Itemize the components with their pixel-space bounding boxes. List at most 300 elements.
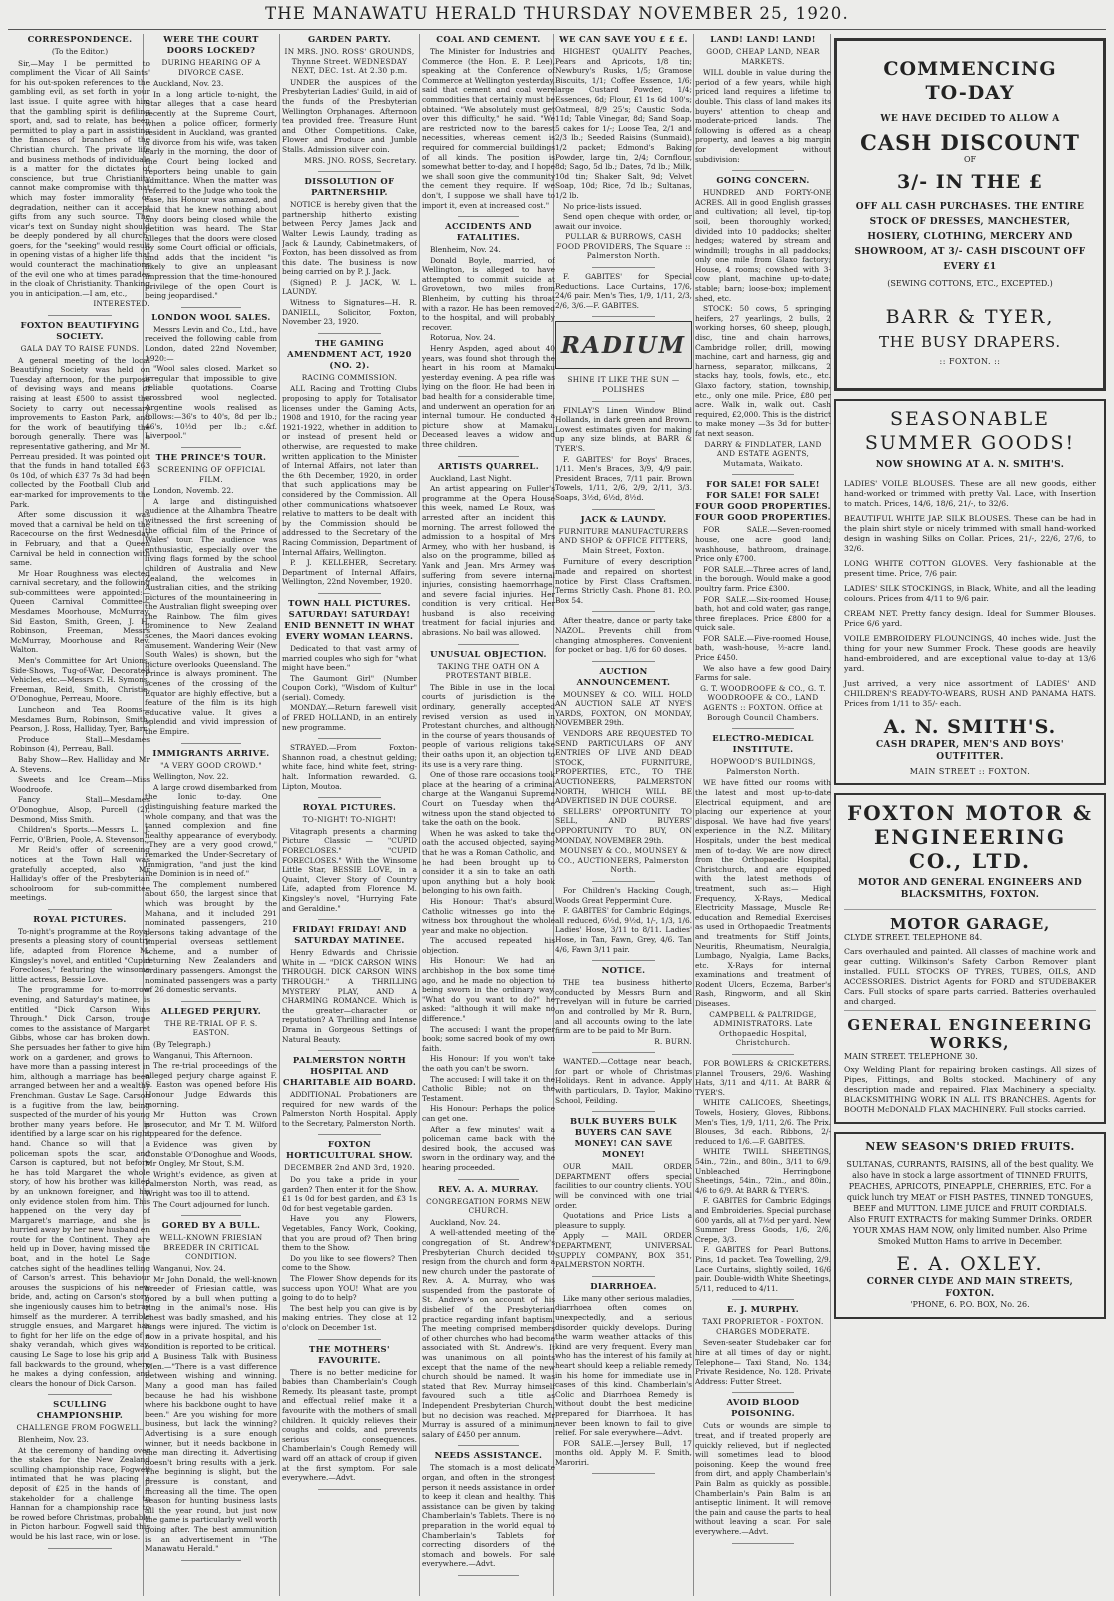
article-paragraph: The Flower Show depends for its success upon YOU! What are you going to do to help? [282, 1274, 417, 1303]
article [555, 1057, 692, 1105]
article-subhead: FURNITURE MANUFACTURERS AND SHOP & OFFICE FITTERS, Main Street, Foxton. [558, 526, 689, 555]
article [282, 1139, 417, 1332]
article-paragraph: Sweets and Ice Cream—Miss Woodroofe. [10, 775, 150, 794]
article-subhead: IN MRS. JNO. ROSS' GROUNDS, Thynne Street. WEDNESDAY NEXT, DEC. 1st. At 2.30 p.m. [284, 47, 415, 76]
ad-text: CASH DRAPER, MEN'S AND BOYS' OUTFITTER. [875, 739, 1064, 762]
article-divider [732, 474, 795, 475]
article-paragraph: WHITE TWILL SHEETINGS, 54in., 72in., and 80in., 3/11 to 6/9. Unbleached Herringbone Sheetings, 54in., 72in., and 80in., 4/6 to 6/9. At BARR & TYER'S. [695, 1147, 831, 1195]
ad-text: WE HAVE DECIDED TO ALLOW A [880, 114, 1060, 124]
ad-item: CREAM NET. Pretty fancy design. Ideal for Summer Blouses. Price 6/6 yard. [844, 608, 1096, 628]
article-paragraph: At the ceremony of handing over the stakes for the New Zealand sculling championship race, Fogwell intimated that he was placing a deposit of £25 in the hands of a stakeholder for a challenge to Hannan for a championship race to be rowed before Christmas, probably in Picton harbour. Fogwell said this would be his last race, win or lose. [10, 1445, 150, 1541]
article-paragraph: London, Novemb. 22. [153, 486, 234, 496]
article [10, 34, 150, 309]
article-paragraph: FOR SALE.—Three acres of land, in the borough. Would make a good poultry farm. Price £300. [695, 564, 831, 593]
ad-item: Just arrived, a very nice assortment of LADIES' AND CHILDREN'S READY-TO-WEARS, RUSH AND PANAMA HATS. Prices from 1/11 to 35/- each. [844, 678, 1096, 708]
article-paragraph: The Minister for Industries and Commerce (the Hon. E. P. Lee), speaking at the Conference of Commerce at Wellington yesterday, said that cement and coal were commodities that certainly must be obtained. "We absolutely must get over this difficulty," he said. "We are restricted now to the barest necessities, whereas cement is required for commercial buildings of all kinds. The position is somewhat better to-day, and I hope we shall soon give the community the cement they require. If we don't, I suppose we shall have to import it, even at increased cost." [422, 47, 555, 210]
article-subhead: WELL-KNOWN FRIESIAN BREEDER IN CRITICAL CONDITION. [159, 1233, 263, 1262]
article-paragraph: No price-lists issued. [563, 201, 642, 211]
article-paragraph: Mr Hoar Roughness was elected carnival secretary, and the following sub-committees were appointed:—Queen Carnival Committee—Mesdames Moorhouse, McMurray, Sid Easton, Smith, Green, J. H. Robinson, Freeman, Messrs McMurray, Moorhouse and Rev. Walton. [10, 568, 150, 655]
article-headline: NEEDS ASSISTANCE. [434, 1450, 543, 1461]
article [282, 802, 417, 913]
article-paragraph: Wanganui, This Afternoon. [153, 1050, 253, 1060]
article-paragraph: F. GABITES for Cambric Edgings and Embroideries. Special purchase 600 yards, all at 7½d per yard. New Summer Dress Goods, 1/6, 2/6, Crepe, 3/3. [695, 1196, 831, 1244]
ad-address: CORNER CLYDE AND MAIN STREETS, FOXTON. [866, 1277, 1074, 1299]
masthead: THE MANAWATU HERALD THURSDAY NOVEMBER 25, 1920. [265, 4, 849, 23]
article-headline: ARTISTS QUARREL. [437, 460, 540, 471]
ad-heading: SUMMER GOODS! [864, 431, 1076, 454]
article-paragraph: The stomach is a most delicate organ, and often in the strongest person it needs assistance in order to keep it clean and healthy. This assistance can be given by taking Chamberlain's Tablets. There is no preparation in the world equal to Chamberlain's Tablets for correcting disorders of the stomach and bowels. For sale everywhere.—Advt. [422, 1463, 555, 1569]
article-paragraph: Produce Stall—Mesdames Robinson (4), Perreau, Ball. [10, 734, 150, 754]
article [145, 748, 277, 995]
article-subhead: HOPWOOD'S BUILDINGS, Palmerston North. [710, 757, 816, 776]
article-signature: R. BURN. [654, 1036, 692, 1046]
article-paragraph: The Gaumont Girl" (Number Coupon Cork), "Wisdom of Kultur" (serial). Comedy. [282, 673, 417, 702]
column-5 [555, 34, 692, 1596]
article-paragraph: Auckland, Nov. 23. [153, 79, 224, 89]
article-paragraph: We also have a few good Dairy Farms for sale. [695, 663, 831, 683]
ad-text: THE BUSY DRAPERS. [878, 333, 1061, 351]
article-headline: FRIDAY! FRIDAY! AND SATURDAY MATINEE. [292, 924, 407, 946]
ad-item: BEAUTIFUL WHITE JAP. SILK BLOUSES. These can be had in the plain shirt style or nicely trimmed with small hand-worked design in washing Silks on Collar. Prices, 21/-, 22/6, 27/6, to 32/6. [844, 513, 1096, 553]
article-paragraph: FOR SALE.—Five-roomed House, bath, wash-house, ½-acre land. Price £450. [695, 633, 831, 663]
article [422, 461, 555, 638]
article-paragraph: Witness to Signatures—H. R. DANIELL, Solicitor, Foxton, November 23, 1920. [282, 298, 417, 327]
article-paragraph: Rotorua, Nov. 24. [430, 333, 496, 343]
article-paragraph: P. J. KELLEHER, Secretary. Department of Internal Affairs, Wellington, 22nd November, 1920. [282, 558, 417, 587]
article-divider [318, 1050, 380, 1051]
article-divider [318, 593, 380, 594]
article-divider [458, 1179, 519, 1180]
ad-heading: COMMENCING [883, 58, 1057, 80]
article-paragraph: F. GABITES' for Special Reductions. Lace Curtains, 17/6, 24/6 pair. Men's Ties, 1/9, 1/11, 2/3, 2/6, 3/6.—F. GABITES. [555, 272, 692, 310]
article-paragraph: Have you any Flowers, Vegetables, Fancy Work, Cooking, that you are proud of? Then bring them to the Show. [282, 1214, 417, 1253]
article-paragraph: F. GABITES' for Boys' Braces, 1/11. Men's Braces, 3/9, 4/9 pair. President Braces, 7/11 pair. Brown Towels, 1/11, 2/6, 2/9, 2/11, 3/3. Soaps, 3½d, 6½d, 8½d. [555, 454, 692, 502]
article [422, 1450, 555, 1569]
article-paragraph: WE have fitted our rooms with the latest and most up-to-date Electrical equipment, and are placing our experience at your disposal. We have had five years' experience in the N.Z. Military Hospitals, under the best medical men of to-day. We are now direct from the Orthopaedic Hospital, Christchurch, and are equipped with the latest methods of treatment, such as:— High Frequency, X-Rays, Medical Electricity Massage, Muscle Re-education and Remedial Exercises as used in Orthopaedic Treatments and treatments for Stiff Joints, Neuritis, Rheumatism, Neuralgia, Lumbago, Nyalgia, Lame Backs, etc. X-Rays for internal examinations and treatment of Rodent Ulcers, Eczema, Barber's Rash, Ringworm, and all Skin Diseases. [695, 778, 831, 1009]
article-paragraph: Blenheim, Nov. 24. [430, 245, 501, 255]
article-paragraph: The best help you can give is by making entries. They close at 12 o'clock on December 1st. [282, 1303, 417, 1332]
article-paragraph: The programme for to-morrow evening, and Saturday's matinee, is entitled "Dick Carson Wins Through." Dick Carson, troupe comes to the assistance of Margaret Gibbs, whose car has broken down. She persuades her father to give him work on a gardener, and grows to have more than a passing interest in him, although a marriage has been arranged between her and a wealthy Frenchman. Gustav Le Sage. Carson is a fugitive from the law, being suspected of the murder of his young brother many years before. He is identified by a large scar on his right hand. Chance so will that a policeman spots the scar, and Carson is captured, but not before he has told Margaret the whole story, of how his brother was killed by an unknown foreigner, and his only evidence stolen from him. This happened on the very day of Margaret's marriage, and she is hurried away by her new husband en route for the Continent. They are held up in Dover, having missed the boat, and in the hotel Le Sage catches sight of the headlines telling of Carson's arrest. This behaviour arouses the suspicions of his new bride, and, acting on Carson's story, she ingeniously causes him to betray himself as the murderer. A terrible struggle ensues, and Margaret has to fight for her life on the edge of a shaky verandah, which gives way, causing Le Sage to lose his grip and fall backwards to the ground, where he makes a dying confession, and clears the honour of Dick Carson. [10, 985, 150, 1388]
article-paragraph: An artist appearing on Fuller's programme at the Opera House this week, named Le Roux, was arrested after an incident this morning. The arrest followed the admission to a hospital of Mrs Armey, who with her husband, is also on the programme, billed as Yank and Jean. Mrs Armey was suffering from severe internal injuries, consisting haemorrhage, and severe facial injuries. Her condition is very critical. Her husband is also receiving treatment for facial injuries and abrasions. No bail was allowed. [422, 484, 555, 638]
article-divider [592, 881, 655, 882]
article-signature: MOUNSEY & CO., MOUNSEY & CO., AUCTIONEERS, Palmerston North. [558, 846, 689, 875]
article-divider [732, 170, 795, 171]
article-paragraph: Mr John Donald, the well-known breeder of Friesian cattle, was gored by a bull when putting a ring in the animal's nose. His chest was badly smashed, and his lungs were injured. The victim is now in a private hospital, and his condition is reported to be critical. [145, 1274, 277, 1351]
article-divider [318, 919, 380, 920]
article [145, 34, 277, 301]
article-divider [458, 1445, 519, 1446]
article [145, 1006, 277, 1209]
article-paragraph: "Wool sales closed. Market so irregular that impossible to give reliable quotations. Coarse crossbred wool neglected. Argentine wools realised as follows:—36's to 40's, 8d per lb.; 46's, 10½d per lb.; c.&f. Liverpool." [145, 364, 277, 441]
article-paragraph: When he was asked to take the oath the accused objected, saying that he was a Roman Catholic, and he had been brought up to consider it a sin to take an oath upon anything but a holy book belonging to his own faith. [422, 828, 555, 896]
article-headline: GORED BY A BULL. [161, 1220, 261, 1231]
article-divider [732, 728, 795, 729]
article-headline: COAL AND CEMENT. [436, 34, 541, 44]
article-paragraph: Furniture of every description made and repaired on shortest notice by First Class Craftsmen. Terms Strictly Cash. Phone 81. P.O. Box 54. [555, 557, 692, 605]
article-paragraph: FOR SALE.—Seven-roomed house, one acre good land; washhouse, bathroom, drainage. Price only £700. [695, 525, 831, 564]
article-paragraph: WILL double in value during the period of a few years, while high priced land requires a lifetime to double. This class of land makes its buyers' attention to cheap and moderate-priced lands. The following is offered as a cheap property, and leaves a big margin for development without subdivision: [695, 68, 831, 164]
article-paragraph: To-night's programme at the Royal presents a pleasing story of country life, adapted from Florence M. Kingsley's novel, and entitled "Cupid Forecloses," featuring the winsome little actress, Bessie Love. [10, 926, 150, 984]
article-headline: BULK BUYERS BULK BUYERS CAN SAVE MONEY! CAN SAVE MONEY! [569, 1116, 678, 1160]
article-paragraph: FINLAY'S Linen Window Blind Hollands, in dark green and Brown. Lowest estimates given for making up any size blinds, at BARR & TYER'S. [555, 405, 692, 453]
article [555, 514, 692, 606]
ad-text: Oxy Welding Plant for repairing broken castings. All sizes of Pipes, Fittings, and Bolts stocked. Machinery of any description made and repaired. Flax Machinery a specialty. BLACKSMITHING WORK IN ALL ITS BRANCHES. Agents for BOOTH McDONALD FLAX MACHINERY. Full stocks carried. [844, 1065, 1096, 1114]
article-paragraph: UNDER the auspices of the Presbyterian Ladies' Guild, in aid of the funds of the Presbyterian Wellington Orphanages. Afternoon tea provided free. Treasure Hunt and Other Competitions. Cake, Flower and Produce and Jumble Stalls. Admission silver coin. [282, 77, 417, 154]
article-paragraph: HUNDRED AND FORTY-ONE ACRES. All in good English grasses and cultivation; all level, tip-top soil, been thoroughly worked; divided into 10 paddocks; shelter hedges; watered by stream and windmill; troughs in all paddocks; only one mile from Glaxo factory; House, 4 rooms; cowshed with 3-cow plant, machine up-to-date; stable; barn; loose-box; implement shed, etc. [695, 188, 831, 303]
article-divider [181, 743, 242, 744]
article-headline: SCULLING CHAMPIONSHIP. [36, 1399, 124, 1421]
article-divider [592, 1111, 655, 1112]
article-paragraph: FOR SALE.—Jersey Bull, 17 months old. Apply M. F. Smith, Maroriri. [555, 1438, 692, 1467]
article-divider [732, 1299, 795, 1300]
article-paragraph: Seven-seater Studebaker car for hire at all times of day or night. Telephone— Taxi Stand, No. 134; Private Residence, No. 128. Private Address: Futter Street. [695, 1338, 831, 1386]
e-a-oxley-advert [834, 1132, 1106, 1319]
ad-text: CLYDE STREET. TELEPHONE 84. [844, 933, 983, 942]
article-divider [48, 909, 112, 910]
ad-text: Cars overhauled and painted. All classes of machine work and gear cutting. Wilkinson's Safety Carbon Remover plant installed. FULL STOCKS OF TYRES, TUBES, OILS, AND ACCESSORIES. District Agents for FORD and STUDEBAKER Cars. Full stocks of spare parts carried. Batteries overhauled and charged. [844, 946, 1096, 1006]
article-headline: THE MOTHERS' FAVOURITE. [309, 1343, 390, 1365]
article-paragraph: WHITE CALICOES, Sheetings, Towels, Hosiery, Gloves, Ribbons. Men's Ties, 1/9, 1/11, 2/6. The Prix. Blouses, 3d each. Ribbons, 2/- reduced to 1/6.—F. GABITES. [695, 1098, 831, 1146]
article-divider [458, 1575, 519, 1576]
article-divider [318, 1134, 380, 1135]
article-divider [318, 171, 380, 172]
article-headline: CORRESPONDENCE. [27, 34, 133, 44]
column-divider [279, 34, 280, 1596]
article-subhead: GALA DAY TO RAISE FUNDS. [20, 344, 140, 354]
article-paragraph: Apply — MAIL ORDER DEPARTMENT, UNIVERSAL SUPPLY COMPANY, BOX 351, PALMERSTON NORTH. [555, 1231, 692, 1270]
article-paragraph: The Court adjourned for lunch. [153, 1199, 270, 1209]
article-headline: NOTICE. [601, 965, 646, 976]
column-3 [282, 34, 417, 1596]
article-headline: ALLEGED PERJURY. [160, 1005, 262, 1016]
foxton-motor-advert [834, 793, 1106, 1124]
article-paragraph: For Children's Hacking Cough, Woods Great Peppermint Cure. [555, 885, 692, 905]
article-headline: WE CAN SAVE YOU £ £ £. [559, 34, 688, 44]
article-paragraph: The re-trial proceedings of the alleged perjury charge against F. S. Easton was opened before His Honour Judge Edwards this morning. [145, 1061, 277, 1109]
article-subhead: CHALLENGE FROM FOGWELL. [16, 1423, 144, 1433]
article [282, 1344, 417, 1483]
article-paragraph: MONDAY.—Return farewell visit of FRED HOLLAND, in an entirely new programme. [282, 703, 417, 732]
article-divider [48, 1394, 112, 1395]
article-divider [592, 316, 655, 317]
article-headline: UNUSUAL OBJECTION. [430, 648, 547, 659]
article-signature: PULLAR & BURROWS, CASH FOOD PROVIDERS, The Square :: Palmerston North. [556, 232, 691, 261]
article [555, 34, 692, 261]
article-divider [318, 738, 380, 739]
article [145, 1220, 277, 1554]
article-paragraph: Dedicated to that vast army of married couples who sigh for "what might have been." [282, 643, 417, 673]
column-7-advertisements [832, 34, 1108, 1596]
ad-item: LONG WHITE COTTON GLOVES. Very fashionable at the present time. Price, 7/6 pair. [844, 558, 1096, 578]
article [282, 924, 417, 1044]
article-signature: INTERESTED. [93, 299, 150, 309]
article-paragraph: Henry Aspden, aged about 40 years, was found shot through the heart in his room at Mamaku yesterday evening. A pea rifle was lying on the floor. He had been in bad health for a considerable time, and underwent an operation for an internal tumour. He conducted a picture show at Mamaku. Deceased leaves a widow and three children. [422, 344, 555, 449]
article-paragraph: A well-attended meeting of the congregation of St. Andrew's Presbyterian Church decided to resign from the church and form a new church under the pastorate of Rev. A. A. Murray, who was suspended from the pastorate of St. Andrew's on account of his disbelief of the Presbyterian practice regarding infant baptism. The meeting comprised members of other churches who had become associated with St. Andrew's. It was unanimous on all points except that the name of the new church should be named. It was stated that Rev. Murray himself favoured such a title as Independent Presbyterian Church, but no decision was reached. Mr Murray is assured of a minimum salary of £450 per annum. [422, 1228, 555, 1439]
article-paragraph: A large crowd disembarked from the Ionic to-day. One distinguishing feature marked the whole company, and that was the tanned complexion and fine healthy appearance of everybody. "They are a very good crowd," remarked the Under-Secretary of Immigration, "and just the kind the Dominion is in need of." [145, 782, 277, 879]
ad-item-list [844, 479, 1096, 709]
article [555, 1116, 692, 1270]
article-paragraph: Baby Show—Rev. Halliday and Mr A. Stevens. [10, 754, 150, 774]
article [282, 34, 417, 165]
ad-heading: CASH DISCOUNT [860, 130, 1080, 155]
article-paragraph: Vitagraph presents a charming Picture Classic — "CUPID FORECLOSES." "CUPID FORECLOSES." With the Winsome Little Star, BESSIE LOVE, in a Quaint, Clever Story of Country Life, adapted from Florence M. Kingsley's novel, "Hurrying Fate and Geraldine." [282, 826, 417, 913]
article-paragraph: Send open cheque with order, or await our invoice. [555, 212, 692, 231]
article-paragraph: F. GABITES for Pearl Buttons. Pins, 1d packet. Tea Towelling, 2/9. Lace Curtains, slightly soiled, 16/6 pair. Double-width White Sheetings, 5/11, reduced to 4/11. [695, 1245, 831, 1293]
article [10, 320, 150, 903]
article-headline: TOWN HALL PICTURES. SATURDAY! SATURDAY! ENID BENNETT IN WHAT EVERY WOMAN LEARNS. [284, 597, 415, 641]
article-paragraph: VENDORS ARE REQUESTED TO SEND PARTICULARS OF ANY ENTRIES OF LIVE AND DEAD STOCK, FURNITURE, PROPERTIES, ETC., TO THE AUCTIONEERS, PALMERSTON NORTH, WHICH WILL BE ADVERTISED IN DUE COURSE. [555, 729, 692, 806]
article [282, 1055, 417, 1128]
article-paragraph: Cuts or wounds are simple to treat, and if treated properly are quickly relieved, but if neglected will sometimes lead to blood poisoning. Keep the wound free from dirt, and apply Chamberlain's Pain Balm as quickly as possible. Chamberlain's Pain Balm is an antiseptic liniment. It will remove the pain and cause the parts to heal without leaving a scar. For sale everywhere.—Advt. [695, 1421, 831, 1536]
article-divider [592, 960, 655, 961]
article [555, 616, 692, 654]
article-divider [318, 1489, 380, 1490]
article-headline: ROYAL PICTURES. [33, 913, 127, 924]
ad-heading: 3/- IN THE £ [897, 170, 1043, 193]
article-headline: ELECTRO-MEDICAL INSTITUTE. [712, 733, 814, 755]
article [695, 479, 831, 722]
article-paragraph: Henry Edwards and Chrissie White in — "DICK CARSON WINS THROUGH. DICK CARSON WINS THROUGH." A THRILLING MYSTERY PLAY, AND A CHARMING ROMANCE. Which is the greater—character or reputation? A Thrilling and Intense Drama in Gorgeous Settings of Natural Beauty. [282, 948, 417, 1044]
ad-heading: NEW SEASON'S DRIED FRUITS. [865, 1140, 1075, 1153]
ad-heading: GENERAL ENGINEERING [847, 1015, 1093, 1034]
article-divider [592, 661, 655, 662]
article [282, 176, 417, 327]
article-subhead: DECEMBER 2nd AND 3rd, 1920. [284, 1163, 415, 1173]
ad-address: :: FOXTON. :: [939, 357, 1001, 366]
article-headline: PALMERSTON NORTH HOSPITAL AND CHARITABLE AID BOARD. [282, 1055, 417, 1088]
article-headline: AUCTION ANNOUNCEMENT. [576, 665, 671, 687]
article-paragraph: A general meeting of the local Beautifying Society was held on Tuesday afternoon, for the purpose of devising ways and means of raising at least £500 to assist the Society to carry out necessary improvements to Easton Park, and for the work of beautifying the borough generally. There was a representative gathering, and Mr M. Perreau presided. It was pointed out that the funds in hand totalled £63 0s 10d, of which £37 7s 3d had been collected by the Football Club and ear-marked for improvements to the Park. [10, 355, 150, 509]
article-paragraph: Men's Committee for Art Unions, Side-Shows, Tug-of-War, Decorated Vehicles, etc.—Messrs C. H. Symons, Freeman, Reid, Smith, Christie, O'Donoghue, Perreau, Moore. [10, 656, 150, 704]
article-headline: DISSOLUTION OF PARTNERSHIP. [304, 176, 395, 198]
article-paragraph: After a few minutes' wait a policeman came back with the desired book, the accused was sworn in the ordinary way, and the hearing proceeded. [422, 1124, 555, 1172]
article-paragraph: ADDITIONAL Probationers are required for new wards of the Palmerston North Hospital. Apply to the Secretary, Palmerston North. [282, 1090, 417, 1128]
article-divider [318, 1339, 380, 1340]
article-paragraph: THE tea business hitherto conducted by Messrs Burn and Trevelyan will in future be carried on and controlled by Mr R. Burn, and all accounts owing to the late firm are to be paid to Mr Burn. [555, 978, 692, 1036]
article-divider [181, 1001, 242, 1002]
article-paragraph: Fancy Stall—Mesdames O'Donoghue, Alsop, Purcell (2), Desmond, Miss Smith. [10, 795, 150, 824]
ad-text: OFF ALL CASH PURCHASES. THE ENTIRE STOCK OF DRESSES, MANCHESTER, HOSIERY, CLOTHING, MERCERY AND SHOWROOM, AT 3/- CASH DISCOUNT OFF EVERY £1 [854, 201, 1086, 272]
article-divider [592, 1473, 655, 1474]
article-paragraph: One of those rare occasions took place at the hearing of a criminal charge at the Wanganui Supreme Court on Tuesday when the witness upon the stand objected to take the oath on the book. [422, 770, 555, 828]
article [422, 221, 555, 449]
article-paragraph: STRAYED.—From Foxton-Shannon road, a chestnut gelding; white face, hind white feet, string-halt. Information rewarded. G. Lipton, Moutoa. [282, 743, 417, 791]
ad-item: LADIES' VOILE BLOUSES. These are all new goods, either hand-worked or trimmed with pretty Val. Lace, with Insertion to match. Prices, 14/6, 18/6, 21/-, to 32/6. [844, 478, 1096, 508]
ad-heading: FOXTON MOTOR & [847, 801, 1093, 825]
article-paragraph: (By Telegraph.) [153, 1040, 211, 1050]
article-paragraph: Do you take a pride in your garden? Then enter it for the Show. £1 1s 0d for best garden, and £3 1s 0d for best vegetable garden. [282, 1175, 417, 1213]
article-subhead: CONGREGATION FORMS NEW CHURCH. [426, 1196, 551, 1216]
article-headline: JACK & LAUNDY. [580, 513, 667, 524]
article-divider [592, 509, 655, 510]
article-headline: ACCIDENTS AND FATALITIES. [445, 221, 532, 243]
article-subhead: TAKING THE OATH ON A PROTESTANT BIBLE. [437, 661, 540, 681]
article [282, 743, 417, 791]
article-divider [181, 447, 242, 448]
article-paragraph: The Bible in use in the local courts of jurisdiction is the ordinary, generally accepted revised version as used in Protestant churches, and although in the course of years thousands of people of various religions take their oaths upon it, an objection to its use is a very rare thing. [422, 682, 555, 769]
article-headline: LONDON WOOL SALES. [151, 311, 271, 322]
article-divider [592, 401, 655, 402]
article-headline: LAND! LAND! LAND! [710, 34, 816, 44]
article-divider [181, 307, 242, 308]
article-divider [318, 333, 380, 334]
column-6 [695, 34, 831, 1596]
article-divider [181, 1215, 242, 1216]
article-headline: ROYAL PICTURES. [302, 802, 397, 813]
article-subhead: (To the Editor.) [51, 47, 109, 56]
article-paragraph: After theatre, dance or party take NAZOL. Prevents chill from changing atmospheres. Convenient for pocket or bag. 1/6 for 60 doses. [555, 616, 692, 655]
article [555, 886, 692, 954]
article-paragraph: Sir,—May I be permitted to compliment the Vicar of All Saints' for his out-spoken references to the gambling evil, as set forth in your last issue. I quite agree with him that the gambling spirit is defiling sport, and, sad to relate, has been permitted to play a part in assisting the finances of branches of the Christian church. The private life and business methods of individuals is a matter for the dictates of conscience, but true Christianity cannot make compromise with that which may foster immorality or degradation, neither can it accept gifts from any such source. The vicar's text on Sunday night should be deeply pondered by all church-goers, for the "seeking" would result in opening vistas of a higher life that would counteract the machinations of the evil one who at times parades in the cloak of Christianity. Thanking you in anticipation.—I am, etc., [10, 58, 150, 298]
article-divider [592, 1276, 655, 1277]
article-paragraph: Wellington, Nov. 22. [153, 772, 229, 782]
article-divider [592, 267, 655, 268]
column-divider [419, 34, 420, 1596]
article-paragraph: Children's Sports.—Messrs L. J. Ferric, O'Brien, Poole, A. Stevenson. [10, 825, 150, 844]
article-paragraph: In a long article to-night, the Star alleges that a case heard recently at the Supreme Court, when a police officer, formerly resident in Auckland, was granted a divorce from his wife, was taken early in the morning, the door of the Court being locked and reporters being unable to gain admittance. When the matter was referred to the Judge who took the case, his Honour was amazed, and said that he knew nothing about any doors being closed while the petition was heard. The Star alleges that the doors were closed by some Court official or officials, and adds that the incident "is likely to give an unpleasant impression that the time-honoured privilege of the open Court is being jeopardised." [145, 89, 277, 301]
article-paragraph: Evidence was given by Constable O'Donoghue and Woods, Mr Ongley, Mr Stout, S.M. [145, 1139, 277, 1169]
article-paragraph: Auckland, Nov. 24. [430, 1217, 501, 1227]
article-paragraph: SELLERS' OPPORTUNITY TO SELL, AND BUYERS' OPPORTUNITY TO BUY, ON MONDAY, NOVEMBER 29th. [555, 806, 692, 845]
ad-text: MAIN STREET. TELEPHONE 30. [844, 1051, 978, 1061]
ad-heading: SEASONABLE [890, 407, 1050, 430]
article [695, 1397, 831, 1536]
article-paragraph: Wright's evidence, as given at Palmerston North, was read, as Wright was too ill to attend. [145, 1169, 277, 1198]
article-paragraph: Mr Hutton was Crown prosecutor, and Mr T. M. Wilford appeared for the defence. [145, 1110, 277, 1139]
ad-text: OF [963, 155, 977, 164]
advertiser-name: BARR & TYER, [885, 306, 1055, 328]
article [10, 1399, 150, 1541]
article-paragraph: Luncheon and Tea Rooms—Mesdames Burn, Robinson, Smith, Pearson, J. Ross, Halliday, Tyer, Barr. [10, 705, 150, 734]
article-subhead: TAXI PROPRIETOR - FOXTON. CHARGES MODERATE. [702, 1317, 824, 1336]
article-paragraph: Donald Boyle, married, of Wellington, is alleged to have attempted to commit suicide at Grovetown, two miles from Blenheim, by cutting his throat with a razor. He has been removed to the hospital, and will probably recover. [422, 255, 555, 332]
article-divider [592, 611, 655, 612]
column-2 [145, 34, 277, 1596]
column-1 [10, 34, 150, 1596]
article-headline: FOXTON BEAUTIFYING SOCIETY. [20, 320, 140, 342]
article-headline: GOING CONCERN. [716, 175, 810, 186]
article [695, 1304, 831, 1386]
article-headline: WERE THE COURT DOORS LOCKED? [163, 34, 259, 55]
article-paragraph: Wanganui, Nov. 24. [153, 1263, 226, 1273]
article-paragraph: Like many other serious maladies, diarrhoea often comes on unexpectedly, and a serious disorder quickly develops. During the warm weather attacks of this kind are very frequent. Every man who has the interest of his family at heart should keep a reliable remedy in his home for immediate use in cases of this kind. Chamberlain's Colic and Diarrhoea Remedy is without doubt the best medicine prepared for Diarrhoea. It has never been known to fail to give relief. For sale everywhere—Advt. [555, 1293, 692, 1438]
article-subhead: GOOD, CHEAP LAND, NEAR MARKETS. [706, 47, 820, 66]
article [695, 34, 831, 164]
article-subhead: DURING HEARING OF A DIVORCE CASE. [161, 58, 261, 77]
advertiser-name: E. A. OXLEY. [896, 1253, 1044, 1275]
article-paragraph: (Signed) P. J. JACK, W. L. LAUNDY. [282, 277, 417, 297]
article [422, 1184, 555, 1440]
ad-heading: WORKS, [930, 1033, 1010, 1052]
article-paragraph: After some discussion it was moved that a carnival be held on the Racecourse on the first Wednesday in February, and that a Queen Carnival be held in connection with same. [10, 510, 150, 568]
ad-text: SULTANAS, CURRANTS, RAISINS, all of the best quality. We also have in stock a large assortment of TINNED FRUITS, PEACHES, APRICOTS, PINEAPPLE, CHERRIES, ETC. For a quick lunch try MEAT or FISH PASTES, TINNED TONGUES, BEEF and MUTTON. LIME JUICE and FRUIT CORDIALS. Also FRUIT EXTRACTS for making Summer Drinks. ORDER YOUR XMAS HAM NOW, only limited number. Also Prime Smoked Mutton Hams to arrive in December. [846, 1160, 1094, 1246]
article-paragraph: NOTICE is hereby given that the partnership hitherto existing between Percy James Jack and Walter Lewis Laundy, trading as Jack & Laundy, Cabinetmakers, of Foxton, has been dissolved as from this date. The business is now being carried on by P. J. Jack. [282, 200, 417, 277]
article-paragraph: A large and distinguished audience at the Alhambra Theatre witnessed the first screening of the official film of the Prince of Wales' tour. The audience was enthusiastic, especially over the living flags formed by the school children of Australia and New Zealand, the welcomes in Australian cities, and the striking pictures of the mountaineering in the Australian flight sweeping over the Rainbow. The film gives prominence to New Zealand scenes, the Maori dances evoking amusement. Wandering Weir (New South Wales) is shown, but the picture overlooks Queensland. The Prince is always prominent. The scenes of the crossing of the Equator are highly effective, but a feature of the film is its high educative value. It gives a splendid and vivid impression of the Empire. [145, 496, 277, 736]
article-headline: REV. A. A. MURRAY. [438, 1183, 539, 1194]
article [555, 272, 692, 310]
article-signature: CAMPBELL & PALTRIDGE, ADMINISTRATORS. Late Orthopaedic Hospital, Christchurch. [709, 1009, 817, 1048]
article-paragraph: MOUNSEY & CO. WILL HOLD AN AUCTION SALE AT NYE'S YARDS, FOXTON, ON MONDAY, NOVEMBER 29th. [555, 689, 692, 728]
article [555, 406, 692, 503]
ad-text: NOW SHOWING AT A. N. SMITH'S. [875, 459, 1065, 470]
ad-item: LADIES' SILK STOCKINGS, in Black, White, and all the leading colours. Prices from 4/11 to 9/6 pair. [844, 583, 1096, 603]
article-paragraph: FOR SALE.—Six-roomed House; bath, hot and cold water, gas range, three fireplaces. Price £800 for a quick sale. [695, 594, 831, 633]
article-headline: FOR SALE! FOR SALE! FOR SALE! FOR SALE! FOUR GOOD PROPERTIES. FOUR GOOD PROPERTIES. [695, 479, 831, 523]
article-divider [48, 1548, 112, 1549]
article-divider [732, 1392, 795, 1393]
article-subhead: "A VERY GOOD CROWD." [160, 760, 262, 770]
article [695, 733, 831, 1048]
article-paragraph: His Honour: Perhaps the police can get one. [422, 1104, 555, 1123]
article-subhead: THE RE-TRIAL OF F. S. EASTON. [164, 1018, 258, 1038]
article [555, 666, 692, 875]
article-paragraph: The accused repeated his objection. [422, 936, 555, 955]
article-divider [732, 1543, 795, 1544]
article-headline: AVOID BLOOD POISONING. [726, 1397, 800, 1419]
article-paragraph: Messrs Levin and Co., Ltd., have received the following cable from London, dated 22nd November, 1920:— [145, 324, 277, 363]
ad-heading: CO., LTD. [909, 849, 1031, 873]
article [695, 175, 831, 468]
article-paragraph: There is no better medicine for babies than Chamberlain's Cough Remedy. Its pleasant taste, prompt and effectual relief make it a favourite with the mothers of small children. It quickly relieves their coughs and colds, and prevents serious consequences. Chamberlain's Cough Remedy will ward off an attack of croup if given at the first symptom. For sale everywhere.—Advt. [282, 1367, 417, 1483]
article-signature: G. T. WOODROOFE & CO., G. T. WOODROOFE & CO., LAND AGENTS :: FOXTON. Office at Borough Council Chambers. [700, 683, 826, 722]
article-headline: IMMIGRANTS ARRIVE. [152, 747, 270, 758]
article-headline: THE GAMING AMENDMENT ACT, 1920 (NO. 2). [287, 337, 412, 370]
article [282, 338, 417, 587]
ad-text: MOTOR AND GENERAL ENGINEERS AND BLACKSMITHS, FOXTON. [857, 878, 1083, 900]
article-paragraph: Blenheim, Nov. 23. [18, 1434, 89, 1444]
article-paragraph: FOR BOWLERS & CRICKETERS. Flannel Trousers, 29/6. Washing Hats, 3/11 and 4/11. At BARR & TYER'S. [695, 1059, 831, 1097]
column-4 [422, 34, 555, 1596]
article-headline: E. J. MURPHY. [726, 1304, 800, 1315]
article [695, 1059, 831, 1293]
ad-heading: MOTOR GARAGE, [889, 915, 1050, 933]
radium-polishes-logo: RADIUM [555, 321, 692, 369]
article-signature: MRS. JNO. ROSS, Secretary. [304, 155, 417, 165]
article-headline: FOXTON HORTICULTURAL SHOW. [285, 1139, 413, 1161]
article-divider [48, 315, 112, 316]
article-signature: DARRY & FINDLATER, LAND AND ESTATE AGENTS, Mutamata, Waikato. [704, 439, 822, 468]
article-subhead: SCREENING OF OFFICIAL FILM. [157, 464, 265, 484]
article-divider [732, 1054, 795, 1055]
article-paragraph: OUR MAIL ORDER DEPARTMENT offers special facilities to our country clients. YOU will be convinced with one trial order. [555, 1162, 692, 1210]
article-divider [318, 797, 380, 798]
a-n-smith-advert [834, 399, 1106, 786]
article-paragraph: WANTED.—Cottage near beach, for part or whole of Christmas Holidays. Rent in advance. Apply with particulars, D. Taylor, Makino School, Feilding. [555, 1057, 692, 1105]
article-paragraph: A Business Talk with Business Men.—"There is a vast difference between wishing and winning. Many a good man has failed because he had his wishbone where his backbone ought to have been." Are you wishing for more business, but lack the winning? Advertising is a sure enough winner, but it needs backbone in the man directing it. Advertising doesn't bring results with a jerk. The beginning is slight, but the pressure is constant, and increasing all the time. The open season for hunting business lasts all the year round, but just now the game is particularly well worth going after. The best ammunition is an advertisement in "The Manawatu Herald." [145, 1352, 277, 1554]
column-divider [693, 34, 694, 1596]
article-paragraph: Do you like to see flowers? Then come to the Show. [282, 1253, 417, 1273]
article-divider [592, 1052, 655, 1053]
article-divider [458, 644, 519, 645]
ad-text: 'PHONE, 6. P.O. BOX, No. 26. [910, 1300, 1030, 1309]
article-paragraph: The accused: I want the proper book; some sacred book of my own faith. [422, 1024, 555, 1053]
article-subhead: SHINE IT LIKE THE SUN — POLISHES [567, 375, 680, 395]
article-subhead: RACING COMMISSION. [301, 372, 398, 382]
article-paragraph: HIGHEST QUALITY Peaches, Pears and Apricots, 1/8 tin; Newbury's Rusks, 1/5; Gramose Biscuits, 1/1; Coffee Essence, 1/6; large Custard Powder, 1/4; Essences, 6d; Flour, £1 1s 6d 100's; Oatmeal, 8/9 25's; Caustic Soda, 11d; Table Vinegar, 8d; Sand Soap, 5 cakes for 1/-; Loose Tea, 2/1 and 2/3 lb.; Seeded Raisins (Sunmaid), 1/2 packet; Edmond's Baking Powder, large tin, 2/4; Cornflour, 8d; Sago, 5d lb.; Dates, 7d lb.; Milk, 10d tin; Shaker Salt, 9d; Velvet Soap, 10d; Rice, 7d lb.; Sultanas, 1/2 lb. [555, 47, 692, 200]
article-paragraph: ALL Racing and Trotting Clubs proposing to apply for Totalisator licenses under the Gaming Acts, 1908 and 1910, for the racing year 1921-1922, whether in addition to or instead of present held or otherwise, are requested to make written application to the Minister of Internal Affairs, not later than the 6th December, 1920, in order that such applications may be considered by the Commission. All other communications whatsoever relative to matters to be dealt with by the Commission should be addressed to the Secretary of the Racing Commission, Department of Internal Affairs, Wellington. [282, 384, 417, 557]
barr-and-tyer-advert [834, 38, 1106, 391]
masthead-rule [8, 29, 1106, 30]
article [10, 914, 150, 1389]
ad-item: VOILE EMBROIDERY FLOUNCINGS, 40 inches wide. Just the thing for your new Summer Frock. These goods are heavily hand-embroidered, and are exceptional value to-day at 13/6 yard. [844, 633, 1096, 673]
article-divider [458, 216, 519, 217]
article [555, 965, 692, 1046]
article-paragraph: Auckland, Last Night. [430, 473, 512, 483]
article-headline: DIARRHOEA. [590, 1280, 657, 1291]
article-paragraph: His Honour: We had an archbishop in the box some time ago, and he made no objection to being sworn in the ordinary way. "What do you want to do?" he asked: "although it will make no difference." [422, 956, 555, 1024]
article-paragraph: STOCK: 50 cows, 5 springing heifers, 27 yearlings, 2 bulls, 2 working horses, 60 sheep, plough, disc, tine and chain harrows, Cambridge roller, drill, mowing machine, cart and harness, gig and harness, separator, milkcans, 2 stacks hay, tools, fowls, etc., etc. Glaxo factory, station, township, etc., only one mile. Price, £80 per acre. Walk in, walk out. Cash required, £2,000. This is the district to make money —3s 3d for butter-fat next season. [695, 304, 831, 438]
article-divider [181, 1560, 242, 1561]
